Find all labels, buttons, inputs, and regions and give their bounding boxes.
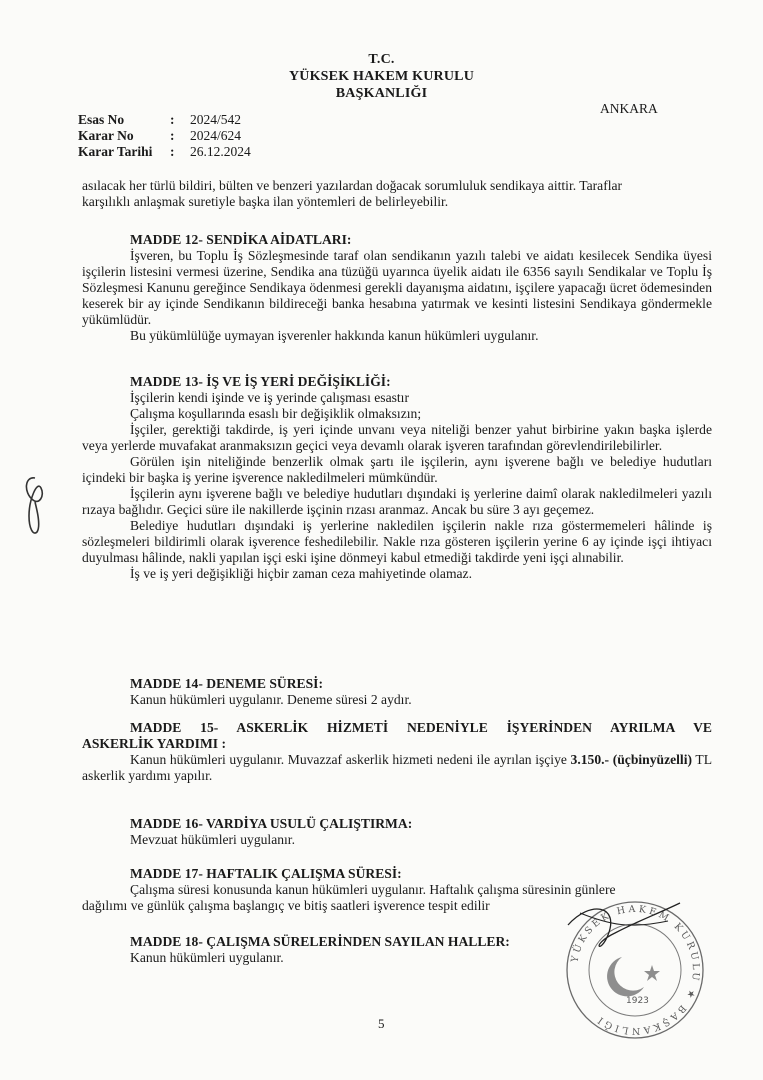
- meta-sep: :: [170, 128, 175, 143]
- article-13-para-4: Görülen işin niteliğinde benzerlik olmak şartı ile işçilerin, aynı işverene bağlı ve belediye hudutları içindeki bir başka iş yerine işverence nakledilmeleri mümkündür.: [82, 454, 712, 485]
- article-13-heading: MADDE 13- İŞ VE İŞ YERİ DEĞİŞİKLİĞİ:: [130, 374, 391, 389]
- article-12-para-2: Bu yükümlülüğe uymayan işverenler hakkında kanun hükümleri uygulanır.: [130, 328, 539, 343]
- intro-paragraph: [82, 178, 712, 210]
- meta-esas: [78, 112, 251, 128]
- header-tc: T.C.: [368, 52, 395, 67]
- article-13-para-2: Çalışma koşullarında esaslı bir değişiklik olmaksızın;: [130, 406, 422, 421]
- meta-key: Esas No: [78, 112, 125, 127]
- seal-year: 1923: [626, 996, 649, 1006]
- article-13: [82, 374, 712, 582]
- article-15: [82, 720, 712, 784]
- handwritten-initial-icon: [15, 470, 55, 540]
- intro-line-2: karşılıklı anlaşmak suretiyle başka ilan yöntemleri de belirleyebilir.: [82, 194, 449, 209]
- intro-line-1: asılacak her türlü bildiri, bülten ve benzeri yazılardan doğacak sorumluluk sendikaya aittir. Taraflar: [82, 178, 623, 193]
- page-number: 5: [378, 1016, 385, 1031]
- meta-value: 2024/542: [190, 112, 242, 127]
- article-15-heading-line-1: MADDE 15- ASKERLİK HİZMETİ NEDENİYLE İŞYERİNDEN AYRILMA VE: [130, 720, 712, 735]
- article-18-para-1: Kanun hükümleri uygulanır.: [130, 950, 284, 965]
- article-14: [82, 676, 712, 708]
- article-15-amount: 3.150.-: [570, 752, 610, 767]
- article-13-para-7: İş ve iş yeri değişikliği hiçbir zaman ceza mahiyetinde olamaz.: [130, 566, 472, 581]
- article-15-heading-line-2: ASKERLİK YARDIMI :: [82, 736, 227, 751]
- article-17-line-2: dağılımı ve günlük çalışma başlangıç ve bitiş saatleri işverence tespit edilir: [82, 898, 490, 913]
- article-17-line-1: Çalışma süresi konusunda kanun hükümleri uygulanır. Haftalık çalışma süresinin günlere: [130, 882, 616, 897]
- article-15-amount-words: (üçbinyüzelli): [612, 752, 693, 767]
- article-12-para-1: İşveren, bu Toplu İş Sözleşmesinde taraf olan sendikanın yazılı talebi ve aidatı kesilecek Sendika üyesi işçilerin listesini vermesi üzerine, Sendika ana tüzüğü uyarınca üyelik aidatı ile 6356 sayılı Sendikalar ve Toplu İş Sözleşmesi Kanunu gereğince Sendikaya ödenmesi gerekli dayanışma aidatını, işçilere yapacağı ücret ödemesinden keserek bir ay içinde Sendikanın bildireceği banka hesabına yatırmak ve kesinti listesini Sendikaya göndermekle yükümlüdür.: [82, 248, 712, 327]
- meta-sep: :: [170, 112, 175, 127]
- meta-key: Karar Tarihi: [78, 144, 153, 159]
- article-13-para-6: Belediye hudutları dışındaki iş yerlerine nakledilen işçilerin nakle rıza göstermemeleri hâlinde iş sözleşmeleri bildirimli olarak işverence feshedilebilir. Nakle rıza gösteren işçilerin yerine 6 ay içinde işçi ihtiyacı duyulması hâlinde, nakli yapılan işçi eski işine dönmeyi kabul etmediği takdirde yeni işçi alınabilir.: [82, 518, 712, 565]
- article-16: [82, 816, 712, 848]
- article-18-heading: MADDE 18- ÇALIŞMA SÜRELERİNDEN SAYILAN HALLER:: [130, 934, 510, 949]
- meta-karar-tarihi: [78, 144, 251, 160]
- article-17-heading: MADDE 17- HAFTALIK ÇALIŞMA SÜRESİ:: [130, 866, 402, 881]
- article-12: [82, 232, 712, 344]
- article-15-para-1: [82, 752, 712, 784]
- article-14-heading: MADDE 14- DENEME SÜRESİ:: [130, 676, 323, 691]
- article-15-text-b: TL askerlik yardımı yapılır.: [82, 752, 713, 783]
- official-seal-icon: [560, 895, 710, 1045]
- article-13-para-1: İşçilerin kendi işinde ve iş yerinde çalışması esastır: [130, 390, 409, 405]
- svg-text:YÜKSEK HAKEM KURULU ★ BAŞKANLI: YÜKSEK HAKEM KURULU ★ BAŞKANLIĞI: [569, 903, 702, 1037]
- article-12-heading: MADDE 12- SENDİKA AİDATLARI:: [130, 232, 352, 247]
- article-13-para-5: İşçilerin aynı işverene bağlı ve belediye hudutları dışındaki iş yerlerine daimî olarak nakledilmeleri yazılı rızaya bağlıdır. Geçici süre ile nakillerde işçinin rızası aranmaz. Ancak bu süre 3 ayı geçemez.: [82, 486, 712, 517]
- article-16-heading: MADDE 16- VARDİYA USULÜ ÇALIŞTIRMA:: [130, 816, 413, 831]
- meta-sep: :: [170, 144, 175, 159]
- meta-value: 2024/624: [190, 128, 242, 143]
- meta-value: 26.12.2024: [190, 144, 251, 159]
- header-presidency: BAŞKANLIĞI: [335, 86, 428, 101]
- city-label: ANKARA: [600, 101, 658, 116]
- meta-karar: [78, 128, 251, 144]
- article-13-para-3: İşçiler, gerektiği takdirde, iş yeri içinde unvanı veya niteliği benzer yahut birbirine yakın başka işlerde veya yerlerde muvafakat aranmaksızın geçici veya devamlı olarak işveren tarafından görevlendirilebilirler.: [82, 422, 712, 453]
- case-meta: [78, 112, 251, 160]
- article-14-para-1: Kanun hükümleri uygulanır. Deneme süresi 2 aydır.: [130, 692, 412, 707]
- meta-key: Karar No: [78, 128, 134, 143]
- header-institution: YÜKSEK HAKEM KURULU: [288, 69, 475, 84]
- article-16-para-1: Mevzuat hükümleri uygulanır.: [130, 832, 295, 847]
- article-15-text-a: Kanun hükümleri uygulanır. Muvazzaf askerlik hizmeti nedeni ile ayrılan işçiye: [130, 752, 571, 767]
